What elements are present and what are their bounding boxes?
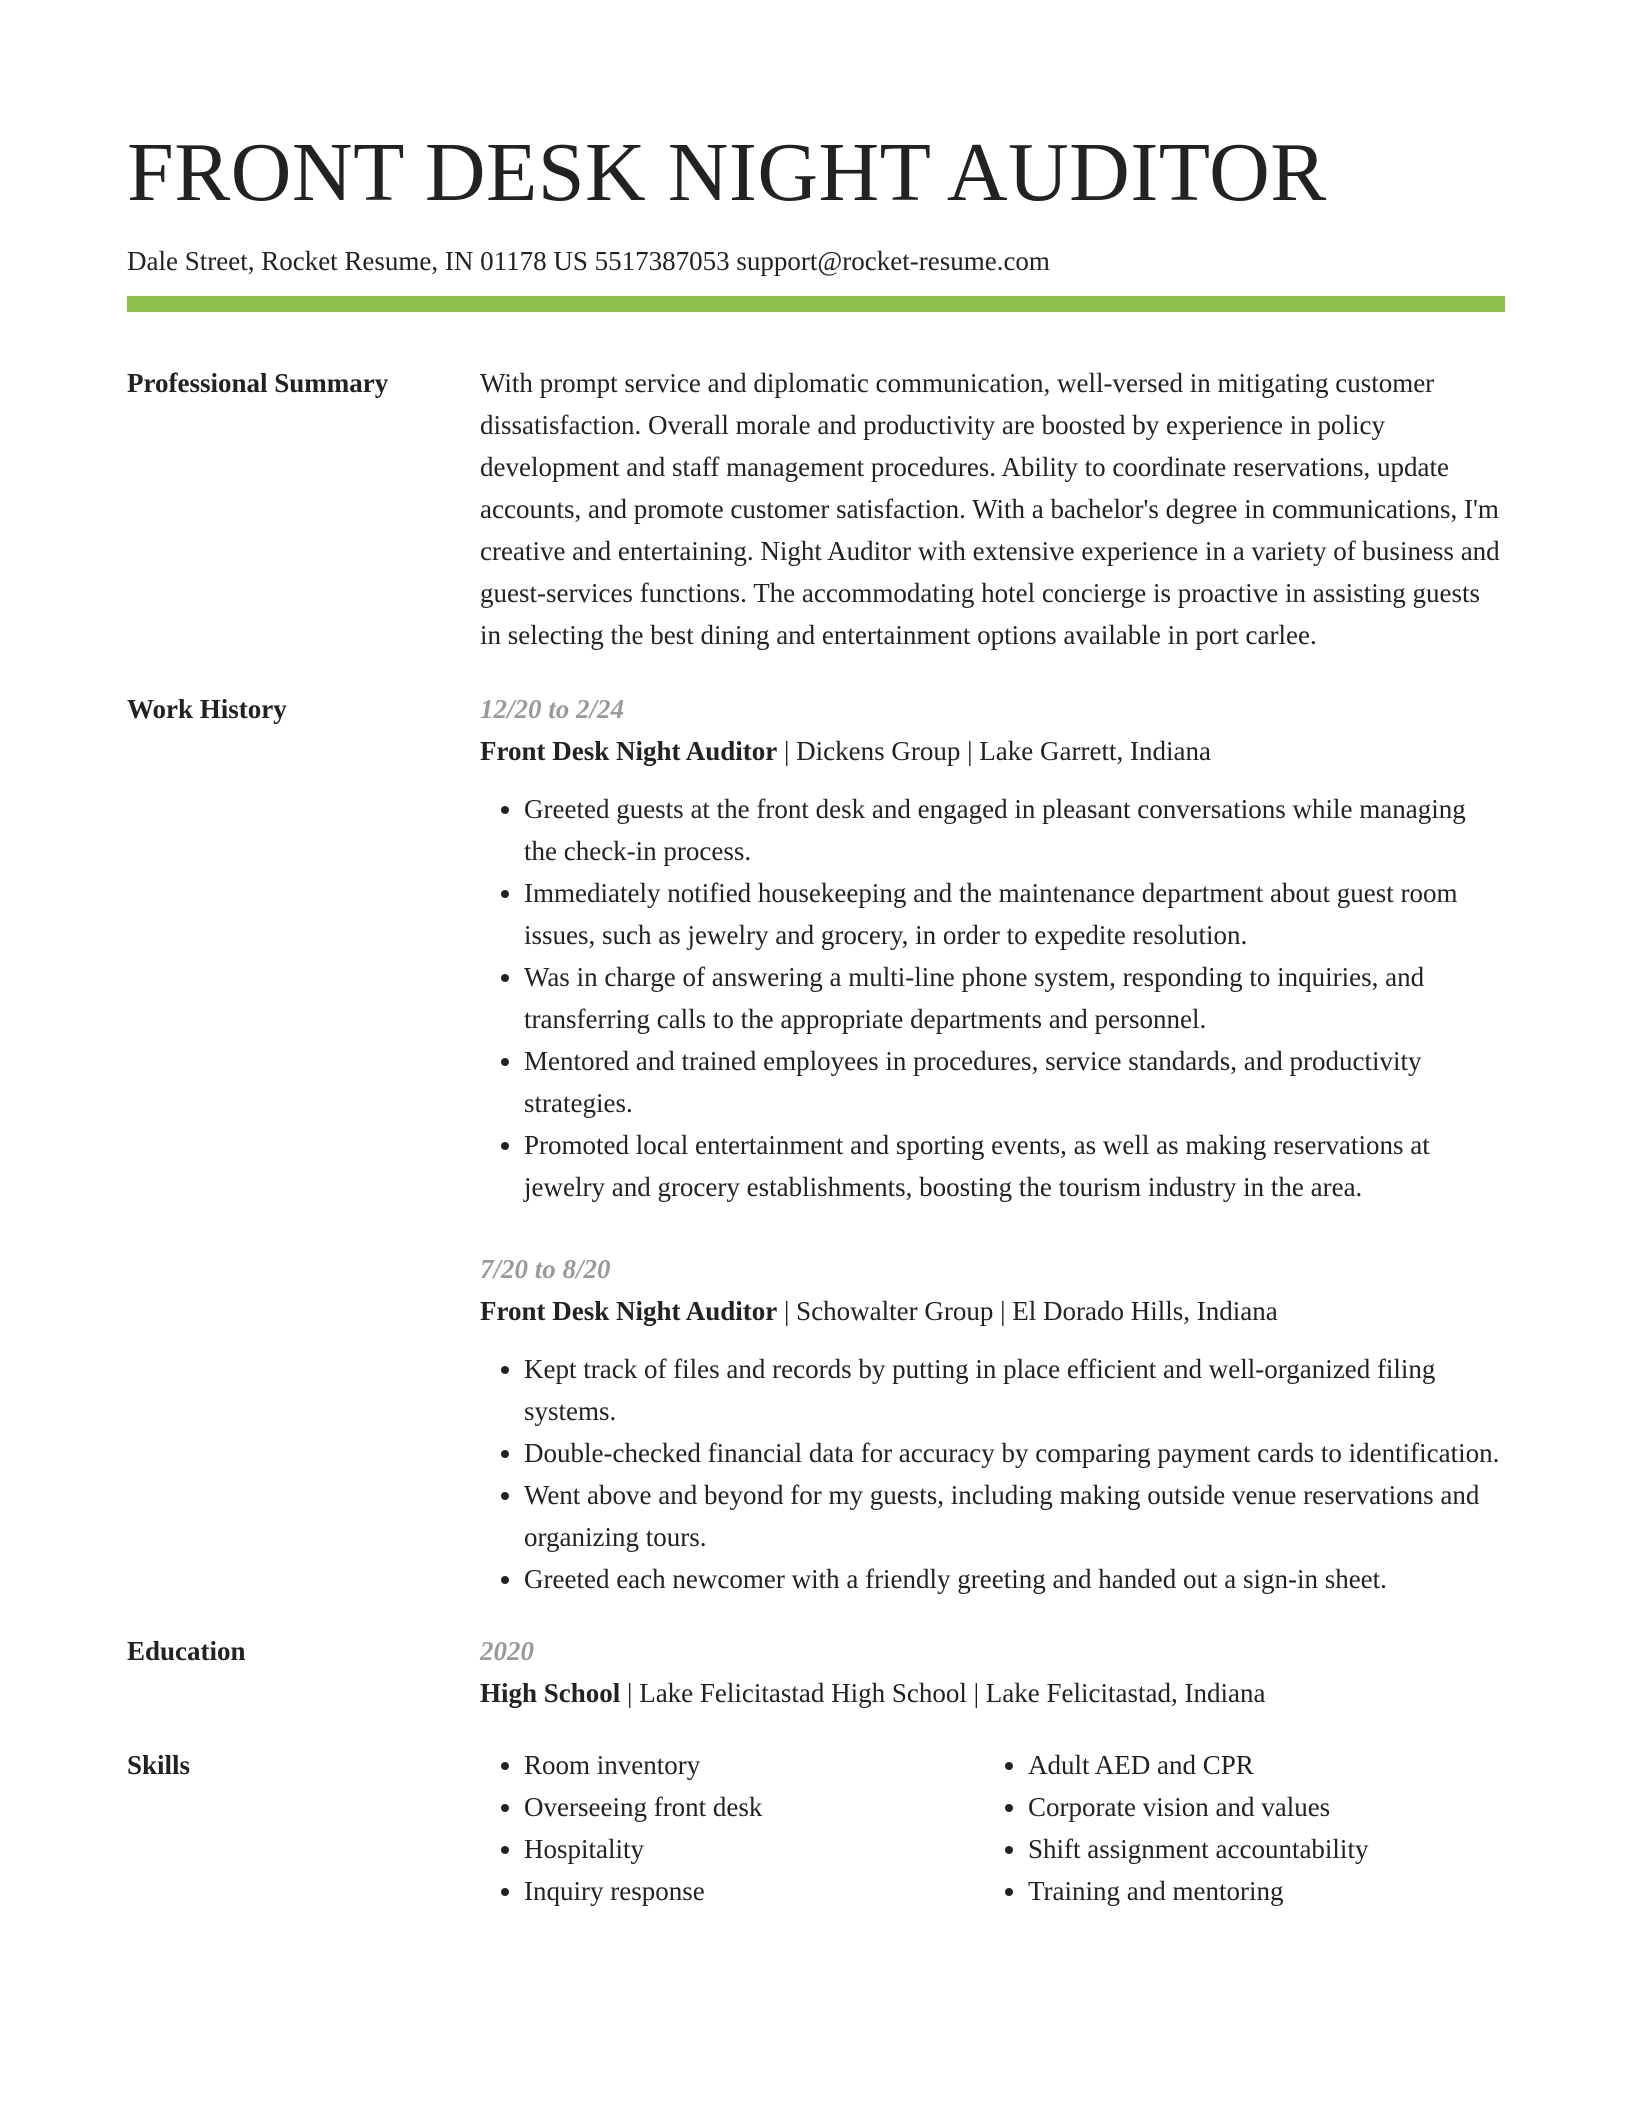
job-bullet: • Kept track of files and records by putting in place efficient and well-organized filing systems. xyxy=(524,1348,1505,1432)
summary-section xyxy=(127,362,1505,656)
job-employer-location: | Schowalter Group | El Dorado Hills, Indiana xyxy=(777,1296,1278,1326)
job-title: Front Desk Night Auditor xyxy=(480,736,778,766)
job-dates: 7/20 to 8/20 xyxy=(480,1254,611,1284)
skill-item: • Hospitality xyxy=(524,1828,984,1870)
skills-grid xyxy=(480,1744,1505,1912)
education-date: 2020 xyxy=(480,1636,534,1666)
skill-item: • Corporate vision and values xyxy=(1028,1786,1488,1828)
section-label-education: Education xyxy=(127,1636,246,1666)
job-bullet: • Double-checked financial data for accuracy by comparing payment cards to identification. xyxy=(524,1432,1505,1474)
job-bullet: • Greeted guests at the front desk and engaged in pleasant conversations while managing the check-in process. xyxy=(524,788,1505,872)
job-dates: 12/20 to 2/24 xyxy=(480,694,625,724)
section-label-summary: Professional Summary xyxy=(127,368,389,398)
education-school-location: | Lake Felicitastad High School | Lake Felicitastad, Indiana xyxy=(620,1678,1266,1708)
job-bullet: • Immediately notified housekeeping and the maintenance department about guest room issues, such as jewelry and grocery, in order to expedite resolution. xyxy=(524,872,1505,956)
job-heading xyxy=(480,730,1505,772)
skills-section xyxy=(127,1744,1505,1912)
skill-item: • Overseeing front desk xyxy=(524,1786,984,1828)
section-label-skills: Skills xyxy=(127,1750,191,1780)
job-employer-location: | Dickens Group | Lake Garrett, Indiana xyxy=(777,736,1211,766)
job-bullet: • Went above and beyond for my guests, including making outside venue reservations and organizing tours. xyxy=(524,1474,1505,1558)
job-heading xyxy=(480,1290,1505,1332)
resume-title: FRONT DESK NIGHT AUDITOR xyxy=(127,126,1327,219)
education-body xyxy=(480,1630,1505,1714)
education-heading xyxy=(480,1672,1505,1714)
contact-line: Dale Street, Rocket Resume, IN 01178 US 5517387053 support@rocket-resume.com xyxy=(127,246,1050,276)
skill-item: • Shift assignment accountability xyxy=(1028,1828,1488,1870)
job-bullet: • Greeted each newcomer with a friendly greeting and handed out a sign-in sheet. xyxy=(524,1558,1505,1600)
work-history-body xyxy=(480,688,1505,1600)
skill-item: • Inquiry response xyxy=(524,1870,984,1912)
skill-item: • Adult AED and CPR xyxy=(1028,1744,1488,1786)
education-degree: High School xyxy=(480,1678,621,1708)
job-bullets xyxy=(480,1348,1505,1600)
section-label-work-history: Work History xyxy=(127,694,287,724)
work-history-section xyxy=(127,688,1505,1600)
skills-body xyxy=(480,1744,1505,1912)
resume-page xyxy=(127,0,1505,1912)
job-bullet: • Mentored and trained employees in procedures, service standards, and productivity strategies. xyxy=(524,1040,1505,1124)
summary-body xyxy=(480,362,1505,656)
job-entry xyxy=(480,1248,1505,1600)
education-section xyxy=(127,1630,1505,1714)
skills-column-2 xyxy=(984,1744,1488,1912)
accent-divider xyxy=(127,296,1505,312)
summary-text: With prompt service and diplomatic communication, well-versed in mitigating customer dissatisfaction. Overall morale and productivity are boosted by experience in policy development and staff management procedures. Ability to coordinate reservations, update accounts, and promote customer satisfaction. With a bachelor's degree in communications, I'm creative and entertaining. Night Auditor with extensive experience in a variety of business and guest-services functions. The accommodating hotel concierge is proactive in assisting guests in selecting the best dining and entertainment options available in port carlee. xyxy=(480,368,1500,650)
skill-item: • Room inventory xyxy=(524,1744,984,1786)
job-title: Front Desk Night Auditor xyxy=(480,1296,778,1326)
skills-column-1 xyxy=(480,1744,984,1912)
skill-item: • Training and mentoring xyxy=(1028,1870,1488,1912)
job-bullet: • Promoted local entertainment and sporting events, as well as making reservations at jewelry and grocery establishments, boosting the tourism industry in the area. xyxy=(524,1124,1505,1208)
job-bullets xyxy=(480,788,1505,1208)
job-entry xyxy=(480,688,1505,1208)
job-bullet: • Was in charge of answering a multi-line phone system, responding to inquiries, and transferring calls to the appropriate departments and personnel. xyxy=(524,956,1505,1040)
